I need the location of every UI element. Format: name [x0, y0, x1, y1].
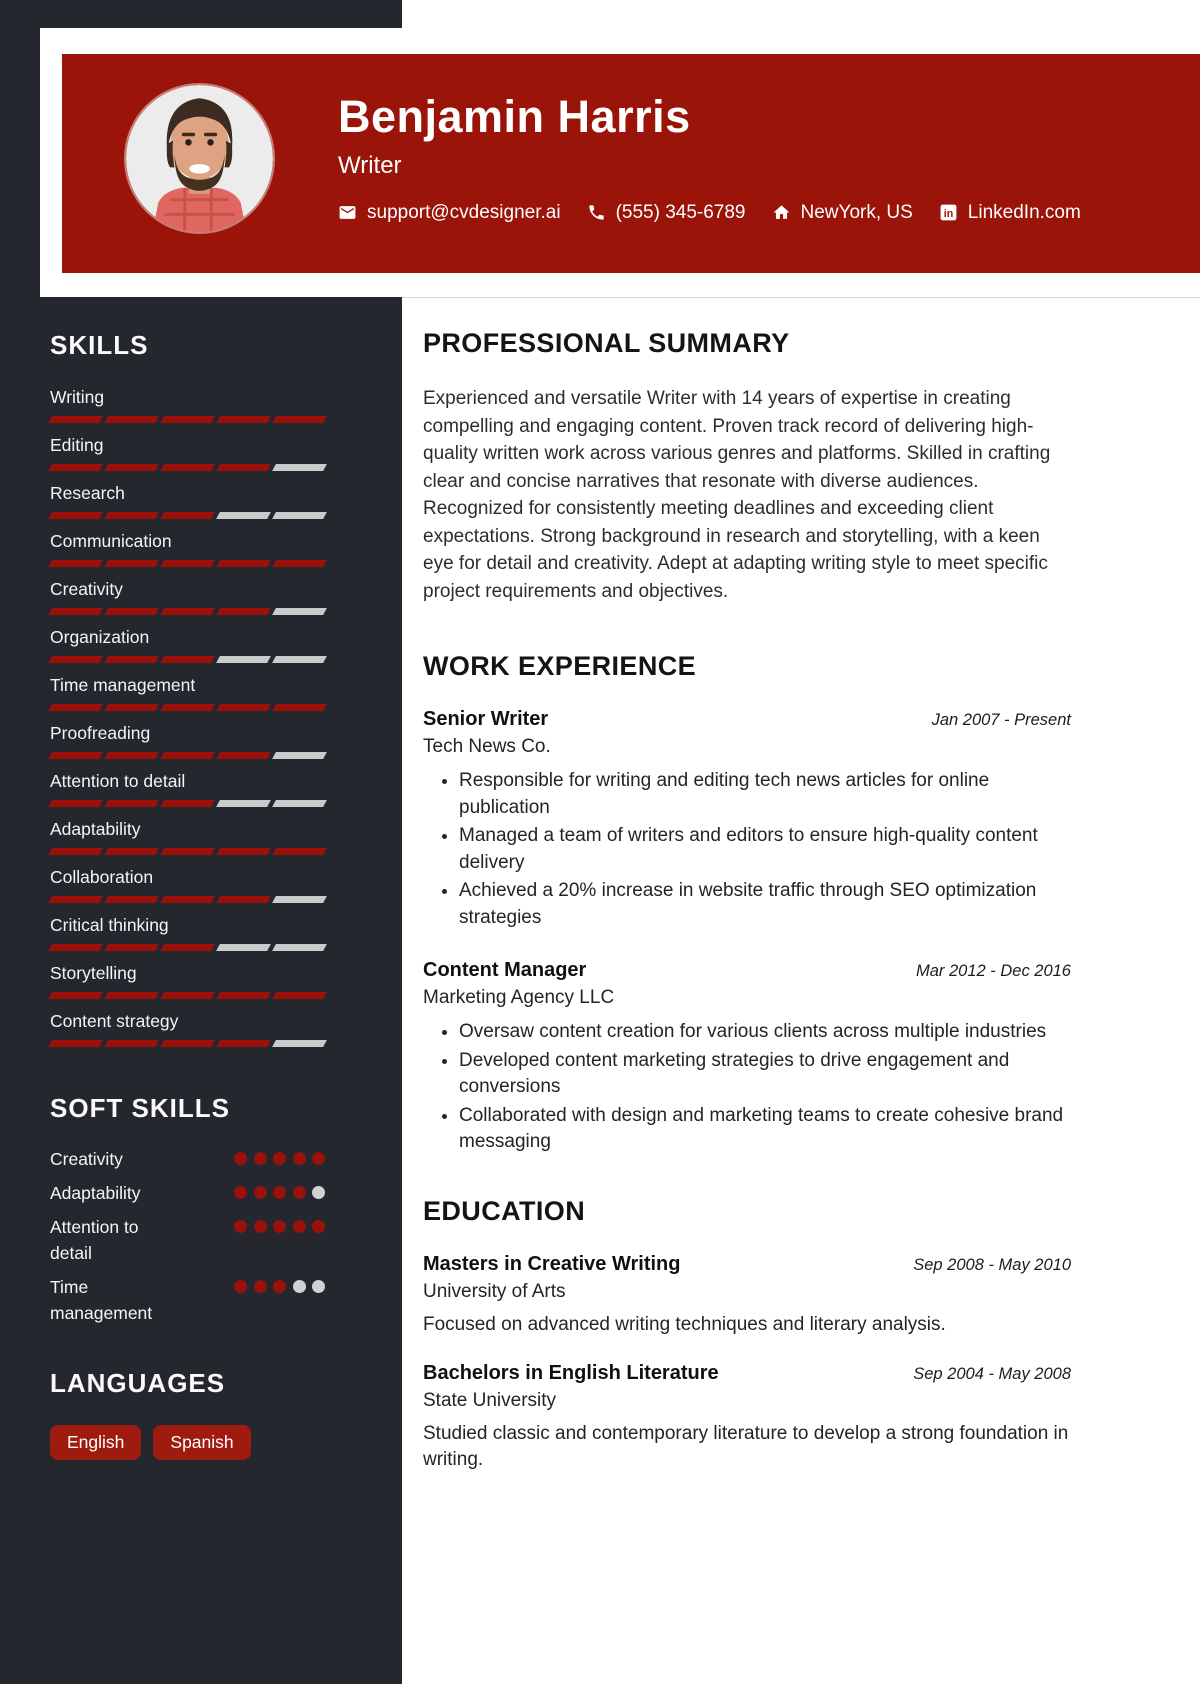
- skill-label: Proofreading: [50, 723, 151, 743]
- contact-text: (555) 345-6789: [615, 201, 746, 223]
- skill-bar-segment: [272, 512, 327, 519]
- skill-bar-segment: [272, 1040, 327, 1047]
- profile-photo: [126, 85, 273, 232]
- education-list: [423, 1253, 1071, 1473]
- skill-label: Attention to detail: [50, 771, 186, 791]
- experience-entry: [423, 959, 1071, 1156]
- skill-bar-segment: [48, 512, 103, 519]
- skill-bar-segment: [216, 992, 271, 999]
- education-entry-head: [423, 1362, 1071, 1385]
- job-company: Tech News Co.: [423, 736, 551, 757]
- skill-bar-segment: [48, 704, 103, 711]
- skill-bar-segment: [104, 1040, 159, 1047]
- skill-bar-segment: [272, 752, 327, 759]
- skill-label: Content strategy: [50, 1011, 179, 1031]
- soft-skill-dot: [293, 1152, 306, 1165]
- skill-bar-segment: [272, 992, 327, 999]
- education-entry: [423, 1362, 1071, 1473]
- soft-skill-item: [50, 1274, 325, 1326]
- soft-skill-dot: [254, 1186, 267, 1199]
- soft-skill-dot: [273, 1220, 286, 1233]
- education-description: Focused on advanced writing techniques and literary analysis.: [423, 1313, 946, 1335]
- skill-bar-segment: [48, 464, 103, 471]
- skill-bar-segment: [272, 800, 327, 807]
- job-dates: Jan 2007 - Present: [931, 711, 1071, 729]
- job-bullet: • Achieved a 20% increase in website traffic through SEO optimization strategies: [459, 878, 1071, 931]
- skill-bar-segment: [104, 464, 159, 471]
- soft-skill-label: Time management: [50, 1277, 153, 1323]
- skill-bar-segment: [48, 992, 103, 999]
- soft-skill-dot: [312, 1220, 325, 1233]
- skill-bar-segment: [160, 1040, 215, 1047]
- soft-skill-dot: [254, 1280, 267, 1293]
- skill-bar-segment: [272, 944, 327, 951]
- soft-skill-dot: [234, 1152, 247, 1165]
- experience-entry-head: [423, 708, 1071, 731]
- skill-bar-segment: [104, 800, 159, 807]
- skill-label: Organization: [50, 627, 150, 647]
- soft-skill-label: Creativity: [50, 1149, 123, 1169]
- skill-bar-segment: [216, 944, 271, 951]
- skill-bar-segment: [48, 848, 103, 855]
- skill-bar-segment: [104, 416, 159, 423]
- education-heading: EDUCATION: [423, 1195, 586, 1226]
- job-bullet-list: [423, 768, 1071, 931]
- skill-item: [50, 819, 325, 855]
- experience-heading: WORK EXPERIENCE: [423, 651, 697, 681]
- soft-skill-dots: [234, 1152, 325, 1165]
- soft-skill-dots: [234, 1220, 325, 1233]
- contact-item[interactable]: [587, 202, 746, 224]
- skill-bar-segment: [272, 656, 327, 663]
- skill-bar-segment: [272, 704, 327, 711]
- soft-skill-item: [50, 1180, 325, 1206]
- skill-item: [50, 723, 325, 759]
- skill-label: Research: [50, 483, 125, 503]
- degree-name: Bachelors in English Literature: [423, 1361, 719, 1384]
- header-banner: [62, 54, 1200, 273]
- skill-bar-segment: [272, 464, 327, 471]
- skill-bar-segment: [48, 896, 103, 903]
- skill-item: [50, 1011, 325, 1047]
- skill-bar-segment: [160, 944, 215, 951]
- soft-skill-item: [50, 1214, 325, 1266]
- skill-bar: [50, 608, 325, 615]
- skill-label: Writing: [50, 387, 105, 407]
- soft-skill-label: Attention to detail: [50, 1217, 139, 1263]
- skill-bar-segment: [104, 848, 159, 855]
- skill-item: [50, 435, 325, 471]
- job-role: Content Manager: [423, 959, 587, 981]
- phone-icon: [587, 203, 606, 222]
- skill-bar-segment: [160, 752, 215, 759]
- contact-row: [338, 202, 1170, 224]
- home-icon: [772, 203, 791, 222]
- skill-bar-segment: [48, 752, 103, 759]
- soft-skill-dot: [234, 1220, 247, 1233]
- soft-skill-dot: [273, 1186, 286, 1199]
- linkedin-icon: [939, 203, 958, 222]
- skill-bar-segment: [216, 608, 271, 615]
- skill-bar: [50, 896, 325, 903]
- skill-bar-segment: [272, 416, 327, 423]
- contact-item[interactable]: [772, 202, 913, 224]
- soft-skill-dot: [273, 1152, 286, 1165]
- job-company: Marketing Agency LLC: [423, 987, 615, 1008]
- skill-item: [50, 483, 325, 519]
- soft-skills-heading: SOFT SKILLS: [50, 1093, 230, 1123]
- summary-heading: PROFESSIONAL SUMMARY: [423, 328, 790, 358]
- skill-item: [50, 867, 325, 903]
- soft-skill-dot: [293, 1186, 306, 1199]
- soft-skill-dots: [234, 1186, 325, 1199]
- skill-bar: [50, 704, 325, 711]
- experience-list: [423, 708, 1071, 1156]
- skill-bar-segment: [216, 896, 271, 903]
- skill-label: Communication: [50, 531, 172, 551]
- skill-bar-segment: [216, 704, 271, 711]
- soft-skill-item: [50, 1146, 325, 1172]
- svg-text:in: in: [943, 207, 954, 220]
- skill-bar-segment: [104, 944, 159, 951]
- skill-item: [50, 915, 325, 951]
- skill-bar-segment: [48, 800, 103, 807]
- skill-bar: [50, 752, 325, 759]
- soft-skill-label: Adaptability: [50, 1183, 141, 1203]
- summary-text: Experienced and versatile Writer with 14 years of expertise in creating compelling and engaging content. Proven track record of delivering high-quality written work across various genres and platforms. Skilled in crafting clear and concise narratives that resonate with diverse audiences. Recognized for consistently meeting deadlines and exceeding client expectations. Strong background in research and storytelling, with a keen eye for detail and creativity. Adept at adapting writing style to meet specific project requirements and objectives.: [423, 388, 1051, 602]
- skill-bar-segment: [216, 656, 271, 663]
- soft-skills-list: [50, 1146, 325, 1326]
- skill-bar-segment: [272, 896, 327, 903]
- contact-text: LinkedIn.com: [967, 201, 1081, 223]
- skill-bar-segment: [104, 896, 159, 903]
- skill-item: [50, 963, 325, 999]
- skill-item: [50, 771, 325, 807]
- soft-skill-dot: [293, 1280, 306, 1293]
- degree-name: Masters in Creative Writing: [423, 1252, 681, 1275]
- skills-list: [50, 387, 325, 1047]
- skill-bar: [50, 464, 325, 471]
- sidebar: [0, 297, 402, 1500]
- skill-bar-segment: [104, 512, 159, 519]
- job-bullet: • Developed content marketing strategies to drive engagement and conversions: [459, 1048, 1071, 1101]
- skill-label: Time management: [50, 675, 196, 695]
- education-dates: Sep 2004 - May 2008: [913, 1364, 1071, 1383]
- skill-bar-segment: [160, 800, 215, 807]
- skill-bar-segment: [160, 704, 215, 711]
- soft-skill-dot: [293, 1220, 306, 1233]
- email-icon: [338, 203, 357, 222]
- skill-bar-segment: [104, 752, 159, 759]
- soft-skill-dot: [234, 1186, 247, 1199]
- skills-heading: SKILLS: [50, 330, 149, 360]
- skill-bar: [50, 416, 325, 423]
- job-bullet-list: [423, 1019, 1071, 1156]
- soft-skill-dot: [254, 1152, 267, 1165]
- skill-bar-segment: [104, 608, 159, 615]
- experience-entry: [423, 708, 1071, 931]
- soft-skill-dot: [234, 1280, 247, 1293]
- contact-text: support@cvdesigner.ai: [367, 201, 561, 223]
- language-pill: English: [50, 1425, 141, 1460]
- skill-bar-segment: [216, 752, 271, 759]
- skill-bar-segment: [216, 560, 271, 567]
- languages-list: [50, 1425, 325, 1460]
- skill-bar-segment: [160, 560, 215, 567]
- skill-bar: [50, 560, 325, 567]
- skill-bar-segment: [160, 992, 215, 999]
- skill-label: Editing: [50, 435, 104, 455]
- skill-bar-segment: [272, 848, 327, 855]
- skill-item: [50, 579, 325, 615]
- skill-bar-segment: [48, 416, 103, 423]
- skill-bar-segment: [216, 1040, 271, 1047]
- languages-heading: LANGUAGES: [50, 1368, 226, 1398]
- education-dates: Sep 2008 - May 2010: [913, 1255, 1071, 1274]
- skill-bar-segment: [160, 608, 215, 615]
- school-name: State University: [423, 1389, 557, 1411]
- skill-bar-segment: [48, 944, 103, 951]
- skill-label: Adaptability: [50, 819, 141, 839]
- skill-bar-segment: [160, 848, 215, 855]
- skill-bar-segment: [48, 560, 103, 567]
- header-sheet: [40, 28, 1200, 298]
- job-bullet: • Oversaw content creation for various clients across multiple industries: [459, 1019, 1071, 1046]
- skill-label: Storytelling: [50, 963, 137, 983]
- soft-skill-dot: [273, 1280, 286, 1293]
- skill-bar: [50, 656, 325, 663]
- skill-bar-segment: [272, 560, 327, 567]
- skill-bar-segment: [216, 848, 271, 855]
- skill-label: Critical thinking: [50, 915, 169, 935]
- job-bullet: • Managed a team of writers and editors to ensure high-quality content delivery: [459, 823, 1071, 876]
- skill-bar-segment: [48, 656, 103, 663]
- job-role: Senior Writer: [423, 708, 549, 730]
- skill-bar: [50, 944, 325, 951]
- contact-item[interactable]: [338, 202, 561, 224]
- job-dates: Mar 2012 - Dec 2016: [915, 962, 1071, 980]
- skill-bar-segment: [272, 608, 327, 615]
- skill-bar-segment: [104, 992, 159, 999]
- language-pill: Spanish: [153, 1425, 250, 1460]
- skill-bar-segment: [48, 608, 103, 615]
- skill-bar-segment: [216, 416, 271, 423]
- job-bullet: • Responsible for writing and editing tech news articles for online publication: [459, 768, 1071, 821]
- skill-bar: [50, 512, 325, 519]
- soft-skill-dot: [312, 1152, 325, 1165]
- experience-entry-head: [423, 959, 1071, 982]
- skill-bar-segment: [216, 800, 271, 807]
- job-bullet: • Collaborated with design and marketing teams to create cohesive brand messaging: [459, 1103, 1071, 1156]
- skill-bar-segment: [216, 512, 271, 519]
- skill-bar-segment: [216, 464, 271, 471]
- skill-bar-segment: [160, 464, 215, 471]
- skill-label: Creativity: [50, 579, 123, 599]
- person-title: Writer: [338, 151, 402, 179]
- main-column: [423, 300, 1071, 1473]
- skill-bar-segment: [104, 560, 159, 567]
- skill-bar-segment: [160, 416, 215, 423]
- skill-bar-segment: [48, 1040, 103, 1047]
- avatar: [126, 85, 273, 232]
- skill-bar-segment: [160, 896, 215, 903]
- soft-skill-dot: [312, 1186, 325, 1199]
- skill-bar-segment: [160, 656, 215, 663]
- skill-item: [50, 387, 325, 423]
- education-entry-head: [423, 1253, 1071, 1276]
- skill-label: Collaboration: [50, 867, 154, 887]
- skill-item: [50, 627, 325, 663]
- skill-item: [50, 531, 325, 567]
- education-entry: [423, 1253, 1071, 1338]
- person-name: Benjamin Harris: [338, 91, 691, 142]
- skill-bar-segment: [104, 656, 159, 663]
- skill-bar-segment: [104, 704, 159, 711]
- skill-bar: [50, 848, 325, 855]
- soft-skill-dot: [254, 1220, 267, 1233]
- soft-skill-dot: [312, 1280, 325, 1293]
- contact-text: NewYork, US: [800, 201, 913, 223]
- skill-bar: [50, 800, 325, 807]
- skill-bar-segment: [160, 512, 215, 519]
- school-name: University of Arts: [423, 1280, 566, 1302]
- contact-item[interactable]: [939, 202, 1081, 224]
- soft-skill-dots: [234, 1280, 325, 1293]
- skill-bar: [50, 992, 325, 999]
- skill-bar: [50, 1040, 325, 1047]
- education-description: Studied classic and contemporary literature to develop a strong foundation in writing.: [423, 1422, 1069, 1470]
- skill-item: [50, 675, 325, 711]
